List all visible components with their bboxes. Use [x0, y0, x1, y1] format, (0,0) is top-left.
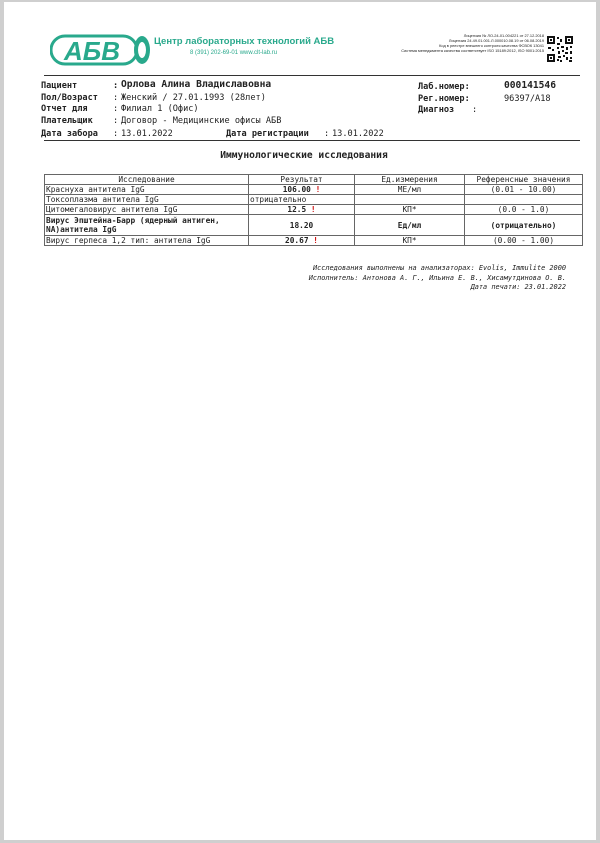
reg-date-colon: :	[324, 129, 330, 139]
header-separator	[44, 75, 580, 76]
print-date: Дата печати: 23.01.2022	[470, 283, 566, 291]
table-row	[45, 195, 583, 205]
reg-date-value: 13.01.2022	[332, 129, 384, 139]
result-cell	[249, 205, 355, 215]
lab-number-value: 000141546	[504, 80, 556, 91]
patient-name-colon: :	[113, 81, 119, 91]
collect-date-value: 13.01.2022	[121, 129, 173, 139]
unit-cell: МЕ/мл	[355, 185, 465, 195]
patient-name-label: Пациент	[41, 81, 78, 91]
reg-number-label: Рег.номер:	[418, 94, 470, 104]
column-header: Ед.измерения	[355, 175, 465, 185]
qr-code-icon	[546, 35, 574, 63]
organization-contacts: 8 (391) 202-69-01 www.clt-lab.ru	[190, 50, 278, 56]
result-value: 12.5	[287, 205, 307, 214]
result-cell	[249, 195, 355, 205]
collect-date-label: Дата забора	[41, 129, 98, 139]
report-footer	[309, 264, 566, 293]
column-header: Результат	[249, 175, 355, 185]
table-row	[45, 185, 583, 195]
sex-age-colon: :	[113, 93, 119, 103]
lab-number-label: Лаб.номер:	[418, 82, 470, 92]
reference-cell: (0.01 - 10.00)	[465, 185, 583, 195]
unit-cell: КП*	[355, 205, 465, 215]
diagnosis-label: Диагноз	[418, 105, 455, 115]
reference-cell: (0.00 - 1.00)	[465, 236, 583, 246]
table-row	[45, 236, 583, 246]
abnormal-flag: !	[313, 236, 318, 245]
reference-cell	[465, 195, 583, 205]
license-info	[401, 33, 544, 53]
result-cell	[249, 236, 355, 246]
result-value: 106.00	[282, 185, 311, 194]
organization-block	[154, 36, 334, 56]
sex-age-value: Женский / 27.01.1993 (28лет)	[121, 93, 266, 103]
test-name: Вирус герпеса 1,2 тип: антитела IgG	[45, 236, 249, 246]
payer-label: Плательщик	[41, 116, 93, 126]
payer-value: Договор - Медицинские офисы АБВ	[121, 116, 282, 126]
report-for-colon: :	[113, 104, 119, 114]
license-line: Код в реестре внешнего контроля качества ФСВОК 13041	[439, 43, 544, 49]
unit-cell: КП*	[355, 236, 465, 246]
abnormal-flag: !	[310, 205, 316, 214]
svg-text:АБВ: АБВ	[64, 36, 120, 66]
patient-name-value: Орлова Алина Владиславовна	[121, 79, 272, 90]
license-line: Лицензия 24.49.01.001.Л.000010.08.19 от 06.08.2019	[448, 38, 544, 44]
table-row	[45, 205, 583, 215]
reference-cell: (0.0 - 1.0)	[465, 205, 583, 215]
executors-note: Исполнитель: Антонова А. Г., Ильина Е. В., Хисамутдинова О. В.	[308, 273, 566, 282]
patient-separator	[44, 140, 580, 141]
reference-cell: (отрицательно)	[465, 215, 583, 236]
payer-colon: :	[113, 116, 119, 126]
unit-cell: Ед/мл	[355, 215, 465, 236]
license-line: Лицензия № ЛО-24-01-004221 от 27.12.2018	[463, 33, 544, 38]
result-cell	[249, 185, 355, 195]
organization-name: Центр лабораторных технологий АБВ	[154, 36, 335, 47]
test-name: Вирус Эпштейна-Барр (ядерный антиген, NA)антитела IgG	[45, 215, 249, 236]
report-for-label: Отчет для	[41, 104, 88, 114]
report-for-value: Филиал 1 (Офис)	[121, 104, 199, 114]
column-header: Референсные значения	[465, 175, 583, 185]
test-name: Краснуха антитела IgG	[45, 185, 249, 195]
result-value: 20.67	[285, 236, 309, 245]
result-value: 18.20	[289, 220, 314, 230]
license-line: Система менеджмента качества соответствует ISO 15189:2012, ISO 9001:2015	[401, 48, 544, 54]
results-table	[44, 174, 583, 246]
reg-date-label: Дата регистрации	[226, 129, 309, 139]
table-header-row	[45, 175, 583, 185]
result-value: отрицательно	[250, 195, 307, 204]
test-name: Цитомегаловирус антитела IgG	[45, 205, 249, 215]
sex-age-label: Пол/Возраст	[41, 93, 98, 103]
lab-report-page	[4, 2, 596, 840]
section-title: Иммунологические исследования	[220, 150, 388, 161]
diagnosis-colon: :	[472, 105, 478, 115]
test-name: Токсоплазма антитела IgG	[45, 195, 249, 205]
reg-number-value: 96397/A18	[504, 94, 551, 104]
analyzers-note: Исследования выполнены на анализаторах: Evolis, Immulite 2000	[312, 264, 566, 272]
collect-date-colon: :	[113, 129, 119, 139]
column-header: Исследование	[45, 175, 249, 185]
abv-logo-icon	[50, 32, 152, 68]
abnormal-flag: !	[315, 185, 321, 194]
table-row	[45, 215, 583, 236]
unit-cell	[355, 195, 465, 205]
result-cell	[249, 215, 355, 236]
